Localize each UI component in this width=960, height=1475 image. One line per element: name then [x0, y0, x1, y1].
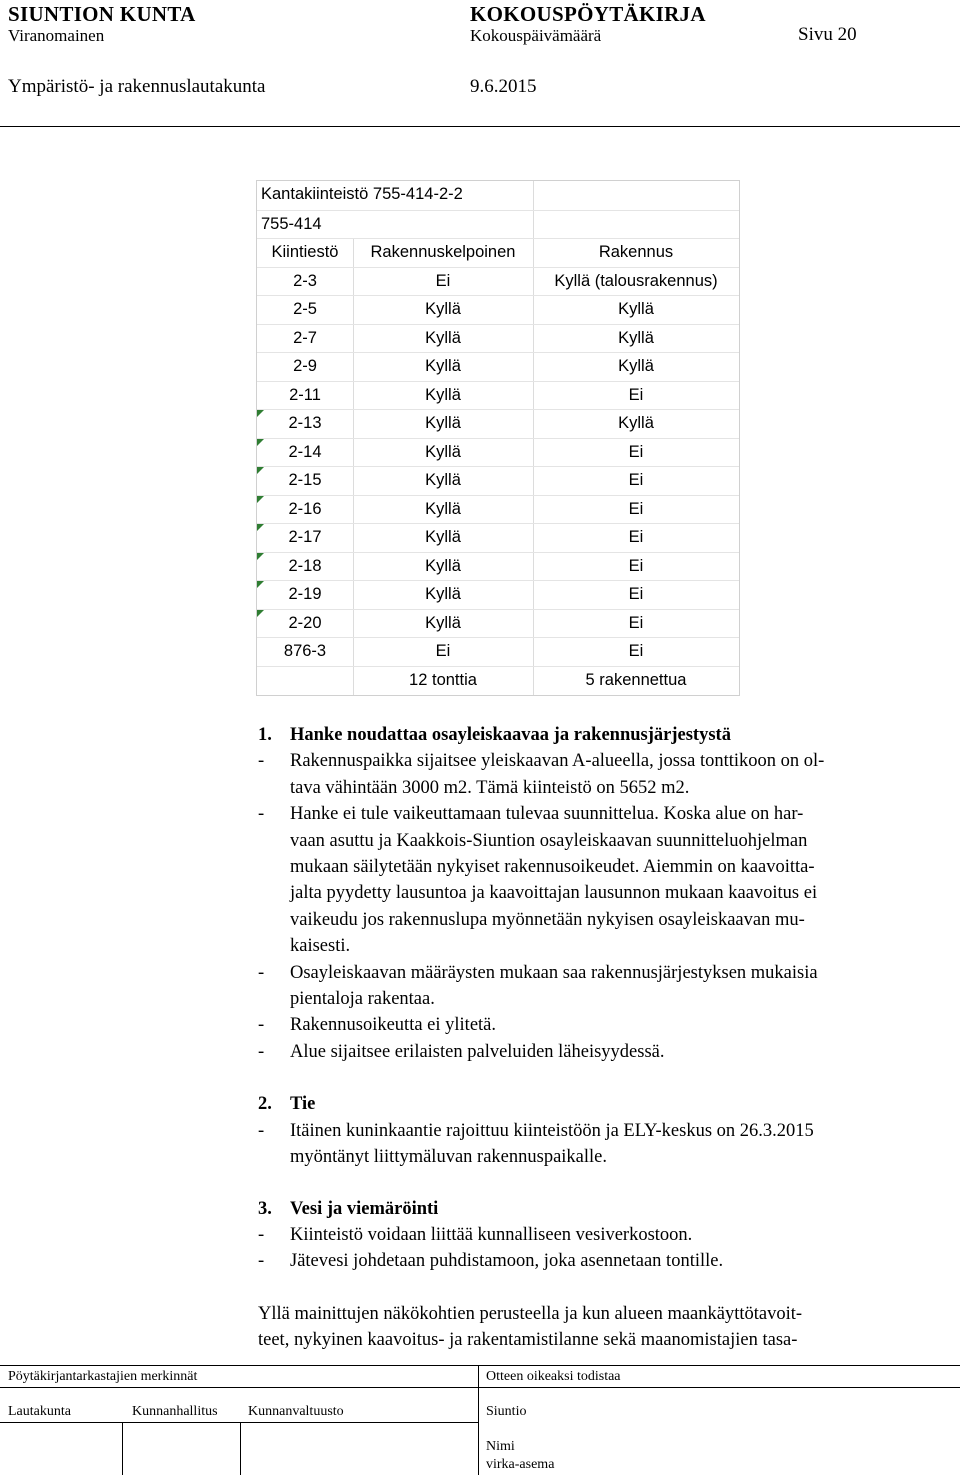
table-row	[257, 609, 739, 638]
cell-building: Ei	[628, 499, 644, 518]
footer-divider	[478, 1365, 479, 1475]
text-line-row	[0, 986, 960, 1013]
meeting-date: 9.6.2015	[470, 76, 537, 97]
closing-line-2: teet, nykyinen kaavoitus- ja rakentamistilanne sekä maanomistajien tasa-	[258, 1330, 798, 1350]
cell-buildable: Kyllä	[425, 357, 461, 375]
reviewers-label: Pöytäkirjantarkastajien merkinnät	[8, 1369, 198, 1384]
section-1-heading	[258, 722, 731, 749]
cell-buildable: Ei	[435, 642, 451, 660]
text-line-row	[0, 907, 960, 934]
cell-property: 2-16	[288, 499, 322, 518]
cell-property: 2-19	[288, 585, 322, 603]
cell-buildable: Kyllä	[425, 471, 461, 489]
cell-building: Ei	[628, 556, 644, 575]
text-line: pientaloja rakentaa.	[290, 989, 435, 1009]
cell-buildable: Kyllä	[425, 385, 461, 404]
table-row	[257, 466, 739, 495]
cell-buildable: Kyllä	[425, 328, 461, 347]
text-line: Kiinteistö voidaan liittää kunnalliseen vesiverkostoon.	[290, 1225, 693, 1245]
cell-building: Kyllä	[618, 328, 654, 347]
cell-buildable: Kyllä	[425, 528, 461, 546]
table-row	[257, 409, 739, 438]
text-line: Rakennuspaikka sijaitsee yleiskaavan A-alueella, jossa tonttikoon on ol-	[290, 751, 825, 771]
text-line: tava vähintään 3000 m2. Tämä kiinteistö on 5652 m2.	[290, 778, 690, 798]
dash: -	[258, 804, 265, 824]
dash: -	[258, 1121, 265, 1141]
text-line: Osayleiskaavan määräysten mukaan saa rakennusjärjestyksen mukaisia	[290, 963, 818, 983]
header-building: Rakennus	[598, 243, 674, 261]
cell-building: Kyllä	[618, 414, 654, 432]
cell-buildable: Kyllä	[425, 556, 461, 575]
footer-rule	[0, 1387, 960, 1388]
cell-building: Ei	[628, 385, 644, 404]
text-line: mukaan säilytetään nykyiset rakennusoikeudet. Aiemmin on kaavoitta-	[290, 857, 815, 877]
footer	[0, 1365, 960, 1475]
dash: -	[258, 1042, 265, 1062]
footer-council: Kunnanvaltuusto	[248, 1404, 344, 1419]
text-line: vaan asuttu ja Kaakkois-Siuntion osayleiskaavan suunnitteluohjelman	[290, 831, 808, 851]
table-row	[257, 637, 739, 666]
total-built: 5 rakennettua	[585, 670, 687, 689]
bullet-8	[0, 1248, 960, 1275]
bullet-2	[0, 801, 960, 828]
bullet-5	[0, 1039, 960, 1066]
table-row	[257, 324, 739, 353]
cell-building: Kyllä	[618, 300, 654, 318]
cell-property: 2-20	[288, 613, 322, 632]
property-table	[256, 180, 740, 696]
header-buildable: Rakennuskelpoinen	[370, 243, 516, 261]
text-line: kaisesti.	[290, 936, 351, 956]
header-property: Kiintiestö	[271, 243, 339, 261]
text-line-row	[0, 880, 960, 907]
cell-buildable: Kyllä	[425, 585, 461, 603]
org-name: SIUNTION KUNTA	[8, 2, 196, 26]
bullet-4	[0, 1012, 960, 1039]
cell-property: 876-3	[283, 642, 327, 660]
text-line-row	[0, 854, 960, 881]
footer-board: Lautakunta	[8, 1404, 71, 1419]
text-line-row	[0, 828, 960, 855]
footer-place: Siuntio	[486, 1404, 527, 1419]
table-row	[257, 381, 739, 410]
footer-cell-divider	[122, 1422, 123, 1475]
table-row	[257, 495, 739, 524]
cell-property: 2-11	[289, 385, 321, 404]
bullet-3	[0, 960, 960, 987]
cell-building: Ei	[628, 613, 644, 632]
text-line: Hanke ei tule vaikeuttamaan tulevaa suunnittelua. Koska alue on har-	[290, 804, 804, 824]
cell-property: 2-5	[293, 300, 317, 318]
bullet-6	[0, 1118, 960, 1145]
cell-buildable: Kyllä	[425, 442, 461, 461]
dash: -	[258, 1251, 265, 1271]
footer-municipal-board: Kunnanhallitus	[132, 1404, 218, 1419]
cell-property: 2-18	[288, 556, 322, 575]
cell-property: 2-13	[288, 414, 322, 432]
text-line: vaikeudu jos rakennuslupa myönnetään nykyisen osayleiskaavan mu-	[290, 910, 805, 930]
section-1-title: Hanke noudattaa osayleiskaavaa ja rakennusjärjestystä	[290, 725, 731, 745]
text-line: Rakennusoikeutta ei ylitetä.	[290, 1015, 497, 1035]
cell-property: 2-15	[288, 471, 322, 489]
cell-property: 2-7	[293, 328, 317, 347]
cell-building: Ei	[628, 585, 644, 603]
section-2-heading	[0, 1091, 960, 1118]
table-title: Kantakiinteistö 755-414-2-2	[261, 185, 463, 203]
cell-property: 2-3	[293, 271, 317, 290]
cell-buildable: Kyllä	[425, 499, 461, 518]
table-row	[257, 523, 739, 552]
table-totals-row	[257, 666, 739, 695]
text-line: myöntänyt liittymäluvan rakennuspaikalle.	[290, 1147, 607, 1167]
total-lots: 12 tonttia	[409, 670, 477, 689]
section-3-number: 3.	[258, 1199, 272, 1219]
cell-buildable: Ei	[435, 271, 451, 290]
cell-property: 2-9	[293, 357, 317, 375]
certified-copy-label: Otteen oikeaksi todistaa	[486, 1369, 621, 1384]
cell-building: Ei	[628, 442, 644, 461]
cell-building: Ei	[628, 471, 644, 489]
document-type: KOKOUSPÖYTÄKIRJA	[470, 2, 706, 26]
footer-cell-divider	[240, 1422, 241, 1475]
authority-label: Viranomainen	[8, 26, 105, 45]
table-header-row	[257, 238, 739, 267]
bullet-1	[0, 748, 960, 775]
table-row	[257, 267, 739, 296]
date-label: Kokouspäivämäärä	[470, 26, 602, 45]
text-line-row	[0, 933, 960, 960]
table-subtitle: 755-414	[261, 214, 322, 233]
table-row	[257, 580, 739, 609]
cell-buildable: Kyllä	[425, 613, 461, 632]
cell-buildable: Kyllä	[425, 414, 461, 432]
footer-rule	[0, 1365, 960, 1366]
dash: -	[258, 1225, 265, 1245]
footer-title-label: virka-asema	[486, 1457, 555, 1472]
authority-name: Ympäristö- ja rakennuslautakunta	[8, 76, 266, 97]
table-row	[257, 552, 739, 581]
footer-rule	[0, 1422, 478, 1423]
header-rule	[0, 126, 960, 127]
cell-buildable: Kyllä	[425, 300, 461, 318]
text-line-row	[0, 775, 960, 802]
cell-building: Ei	[628, 528, 644, 546]
bullet-7	[0, 1222, 960, 1249]
cell-building: Kyllä	[618, 357, 654, 375]
text-line: jalta pyydetty lausuntoa ja kaavoittajan lausunnon mukaan kaavoitus ei	[290, 883, 818, 903]
table-row	[257, 438, 739, 467]
closing-line-1: Yllä mainittujen näkökohtien perusteella ja kun alueen maankäyttötavoit-	[258, 1304, 803, 1324]
section-2-title: Tie	[290, 1094, 316, 1114]
section-3-title: Vesi ja viemäröinti	[290, 1199, 439, 1219]
dash: -	[258, 1015, 265, 1035]
footer-name-label: Nimi	[486, 1439, 515, 1454]
section-2-number: 2.	[258, 1094, 272, 1114]
text-line: Alue sijaitsee erilaisten palveluiden läheisyydessä.	[290, 1042, 665, 1062]
table-row	[257, 295, 739, 324]
table-title-row	[257, 181, 739, 210]
text-line: Itäinen kuninkaantie rajoittuu kiinteistöön ja ELY-keskus on 26.3.2015	[290, 1121, 814, 1141]
dash: -	[258, 963, 265, 983]
table-row	[257, 352, 739, 381]
cell-building: Kyllä (talousrakennus)	[554, 271, 718, 290]
section-1-number: 1.	[258, 725, 272, 745]
page-number: Sivu 20	[798, 24, 857, 45]
cell-property: 2-14	[288, 442, 322, 461]
dash: -	[258, 751, 265, 771]
text-line: Jätevesi johdetaan puhdistamoon, joka asennetaan tontille.	[290, 1251, 724, 1271]
cell-property: 2-17	[288, 528, 322, 546]
cell-building: Ei	[628, 642, 644, 660]
text-line-row	[0, 1144, 960, 1171]
section-3-heading	[0, 1196, 960, 1223]
table-subtitle-row	[257, 210, 739, 239]
